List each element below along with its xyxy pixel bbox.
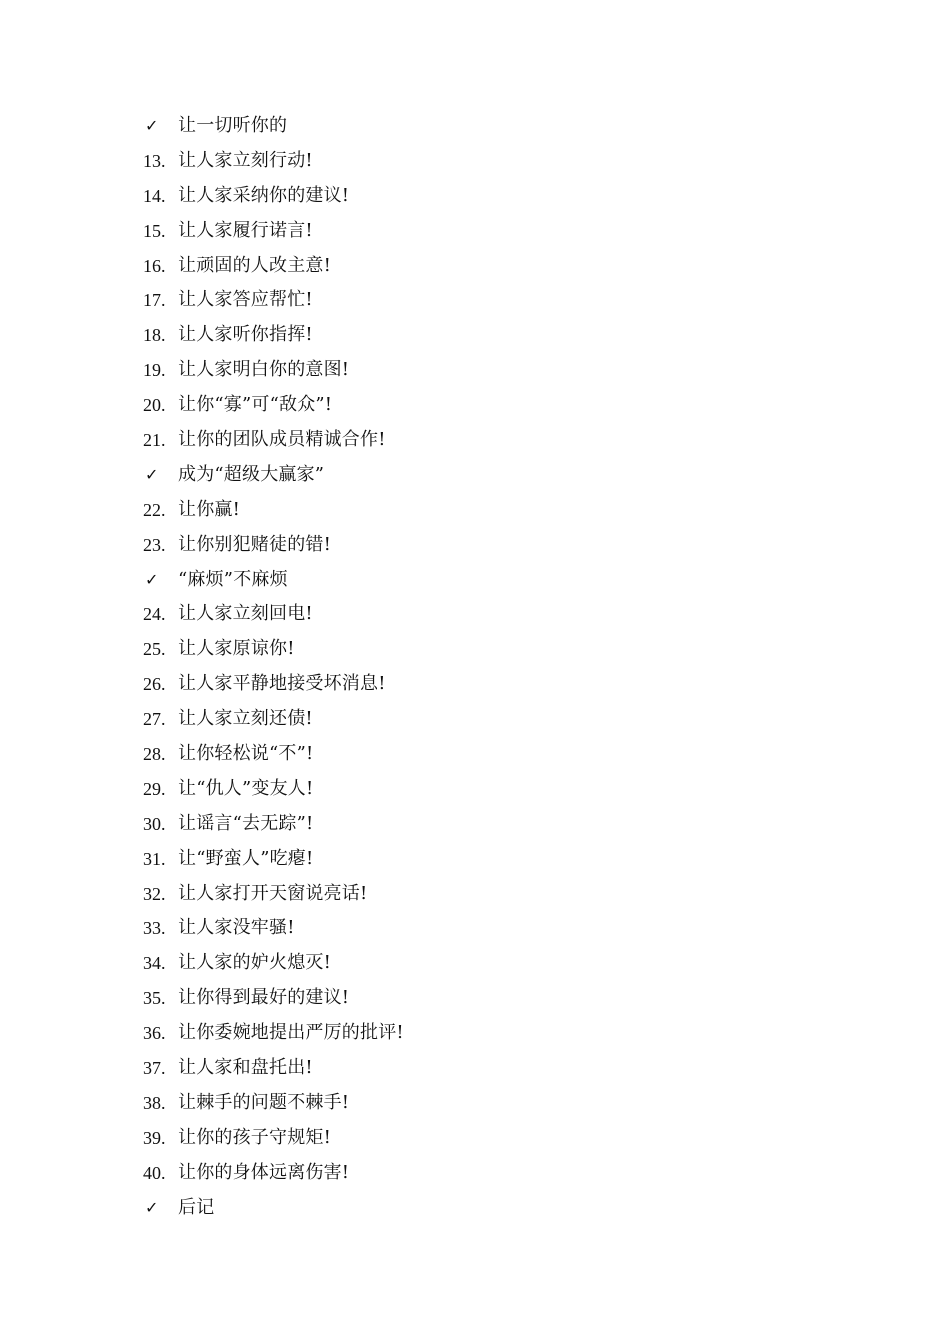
toc-section-heading [143,109,404,144]
toc-entry-title: 让人家采纳你的建议! [178,184,350,206]
toc-entry [143,249,404,284]
toc-entry-title: 让人家立刻回电! [178,603,313,625]
toc-section-heading [143,458,404,493]
toc-entry-title: 让你的孩子守规矩! [178,1126,332,1148]
toc-entry-title: 让人家履行诺言! [178,219,313,241]
toc-entry-title: 让顽固的人改主意! [178,254,332,276]
toc-entry [143,772,404,807]
toc-entry-number: 16. [143,255,166,276]
toc-entry-number: 13. [143,150,166,171]
toc-entry [143,1121,404,1156]
toc-entry-number: 17. [143,290,166,311]
toc-section-title: 后记 [178,1196,215,1218]
toc-entry [143,353,404,388]
toc-entry-number: 27. [143,709,166,730]
toc-entry-title: 让人家的妒火熄灭! [178,952,332,974]
toc-entry-number: 23. [143,534,166,555]
toc-entry-title: 让你的身体远离伤害! [178,1161,350,1183]
toc-entry-number: 19. [143,360,166,381]
toc-entry [143,318,404,353]
toc-entry-title: 让你轻松说“不”! [178,743,314,765]
toc-entry-number: 18. [143,325,166,346]
toc-entry-title: 让人家听你指挥! [178,324,313,346]
toc-entry-title: 让“野蛮人”吃瘪! [178,847,314,869]
toc-entry-number: 31. [143,848,166,869]
toc-entry [143,1156,404,1191]
toc-entry-title: 让人家打开天窗说亮话! [178,882,368,904]
checkmark-icon: ✓ [145,1197,159,1217]
toc-entry-title: 让人家答应帮忙! [178,289,313,311]
toc-entry [143,1086,404,1121]
toc-entry-number: 26. [143,674,166,695]
toc-entry [143,946,404,981]
toc-entry-title: 让人家立刻还债! [178,708,313,730]
toc-entry-number: 40. [143,1162,166,1183]
toc-entry [143,1016,404,1051]
toc-entry-title: 让人家立刻行动! [178,149,313,171]
toc-entry [143,597,404,632]
toc-entry-number: 33. [143,918,166,939]
toc-entry [143,737,404,772]
toc-entry-number: 29. [143,778,166,799]
toc-entry-number: 34. [143,953,166,974]
toc-entry-title: 让人家和盘托出! [178,1057,313,1079]
toc-entry [143,493,404,528]
toc-entry [143,179,404,214]
toc-entry [143,807,404,842]
toc-section-title: 让一切听你的 [178,115,288,136]
toc-entry-number: 39. [143,1127,166,1148]
toc-entry-number: 20. [143,395,166,416]
toc-entry-title: 让你的团队成员精诚合作! [178,429,386,451]
toc-section-title: “麻烦”不麻烦 [178,568,288,590]
toc-entry-title: 让人家没牢骚! [178,917,295,939]
toc-entry-title: 让你别犯赌徒的错! [178,533,332,555]
toc-entry-number: 14. [143,185,166,206]
toc-entry-number: 30. [143,813,166,834]
toc-entry [143,877,404,912]
toc-entry-number: 32. [143,883,166,904]
toc-entry-number: 38. [143,1092,166,1113]
toc-entry [143,911,404,946]
toc-entry-number: 24. [143,604,166,625]
toc-entry-number: 37. [143,1058,166,1079]
toc-entry-title: 让你赢! [178,498,241,520]
toc-entry [143,144,404,179]
toc-entry-title: 让谣言“去无踪”! [178,812,314,834]
toc-entry [143,528,404,563]
toc-entry [143,1051,404,1086]
toc-entry-title: 让人家原谅你! [178,638,295,660]
checkmark-icon: ✓ [145,464,159,484]
checkmark-icon: ✓ [145,569,159,589]
toc-entry [143,214,404,249]
toc-section-heading [143,563,404,598]
toc-entry [143,702,404,737]
toc-entry-title: 让棘手的问题不棘手! [178,1091,350,1113]
toc-entry-title: 让人家平静地接受坏消息! [178,673,386,695]
toc-entry [143,981,404,1016]
toc-entry-number: 22. [143,499,166,520]
toc-entry-number: 36. [143,1023,166,1044]
toc-entry [143,283,404,318]
toc-entry [143,632,404,667]
toc-entry [143,842,404,877]
checkmark-icon: ✓ [145,116,159,135]
toc-entry-title: 让你“寡”可“敌众”! [178,394,333,416]
toc-entry-title: 让“仇人”变友人! [178,777,314,799]
toc-entry-title: 让你得到最好的建议! [178,987,350,1009]
toc-section-title: 成为“超级大赢家” [178,463,325,485]
toc-entry-title: 让人家明白你的意图! [178,359,350,381]
toc-entry-number: 35. [143,988,166,1009]
table-of-contents [143,109,404,1226]
toc-entry-number: 21. [143,430,166,451]
toc-entry [143,423,404,458]
toc-entry-title: 让你委婉地提出严厉的批评! [178,1022,404,1044]
toc-entry [143,667,404,702]
toc-section-heading [143,1191,404,1226]
toc-entry [143,388,404,423]
toc-entry-number: 15. [143,220,166,241]
toc-entry-number: 28. [143,744,166,765]
toc-entry-number: 25. [143,639,166,660]
